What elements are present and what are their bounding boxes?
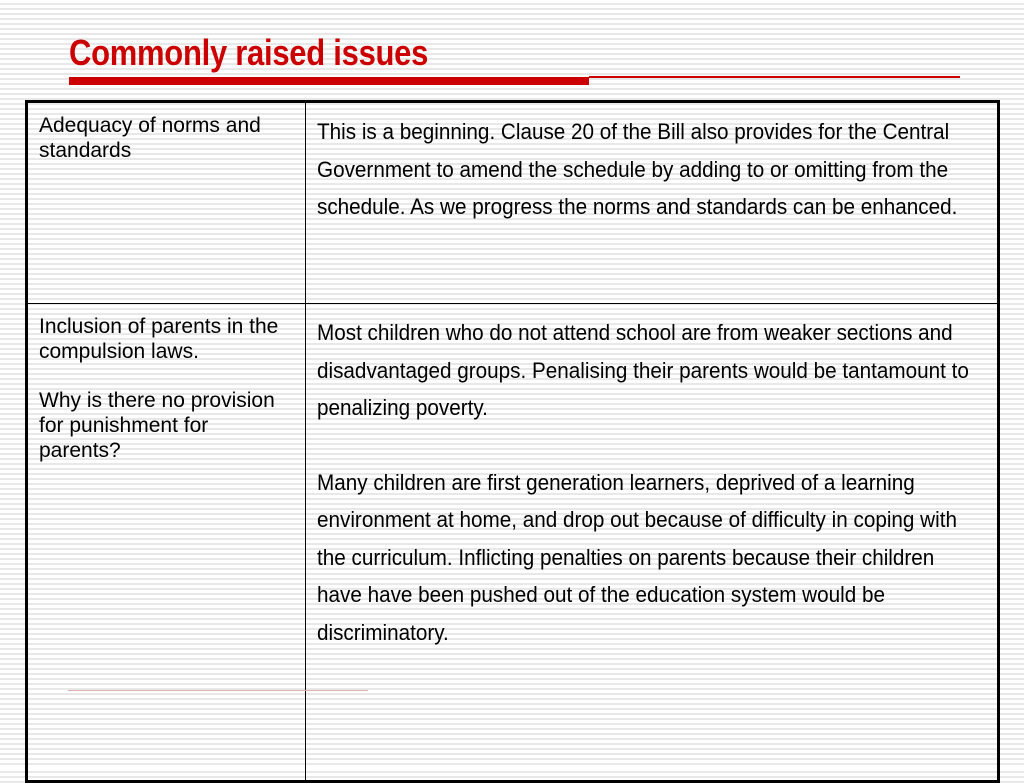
title-underline-rule [589, 76, 960, 78]
issues-table [25, 100, 1000, 783]
issue-cell [27, 304, 306, 782]
response-text: Many children are first generation learners, deprived of a learning environment at home, and drop out because of difficulty in coping with the curriculum. Inflicting penalties on parents because their children have have been pushed out of the education system would be discriminatory. [317, 469, 957, 645]
response-cell [306, 102, 999, 304]
response-text: This is a beginning. Clause 20 of the Bill also provides for the Central Government to amend the schedule by adding to or omitting from the schedule. As we progress the norms and standards can be enhanced. [317, 119, 958, 219]
issue-cell [27, 102, 306, 304]
response-cell [306, 304, 999, 782]
issue-text: Adequacy of norms and standards [39, 114, 261, 162]
table-row [27, 102, 999, 304]
issue-question-text: Why is there no provision for punishment for parents? [39, 389, 275, 462]
title-underline-bar [69, 77, 589, 85]
decorative-rule [68, 690, 368, 691]
slide-title: Commonly raised issues [69, 32, 429, 73]
table-row [27, 304, 999, 782]
response-text: Most children who do not attend school are from weaker sections and disadvantaged groups. Penalising their parents would be tantamount to penalizing poverty. [317, 320, 969, 420]
issue-text: Inclusion of parents in the compulsion laws. [39, 315, 279, 363]
